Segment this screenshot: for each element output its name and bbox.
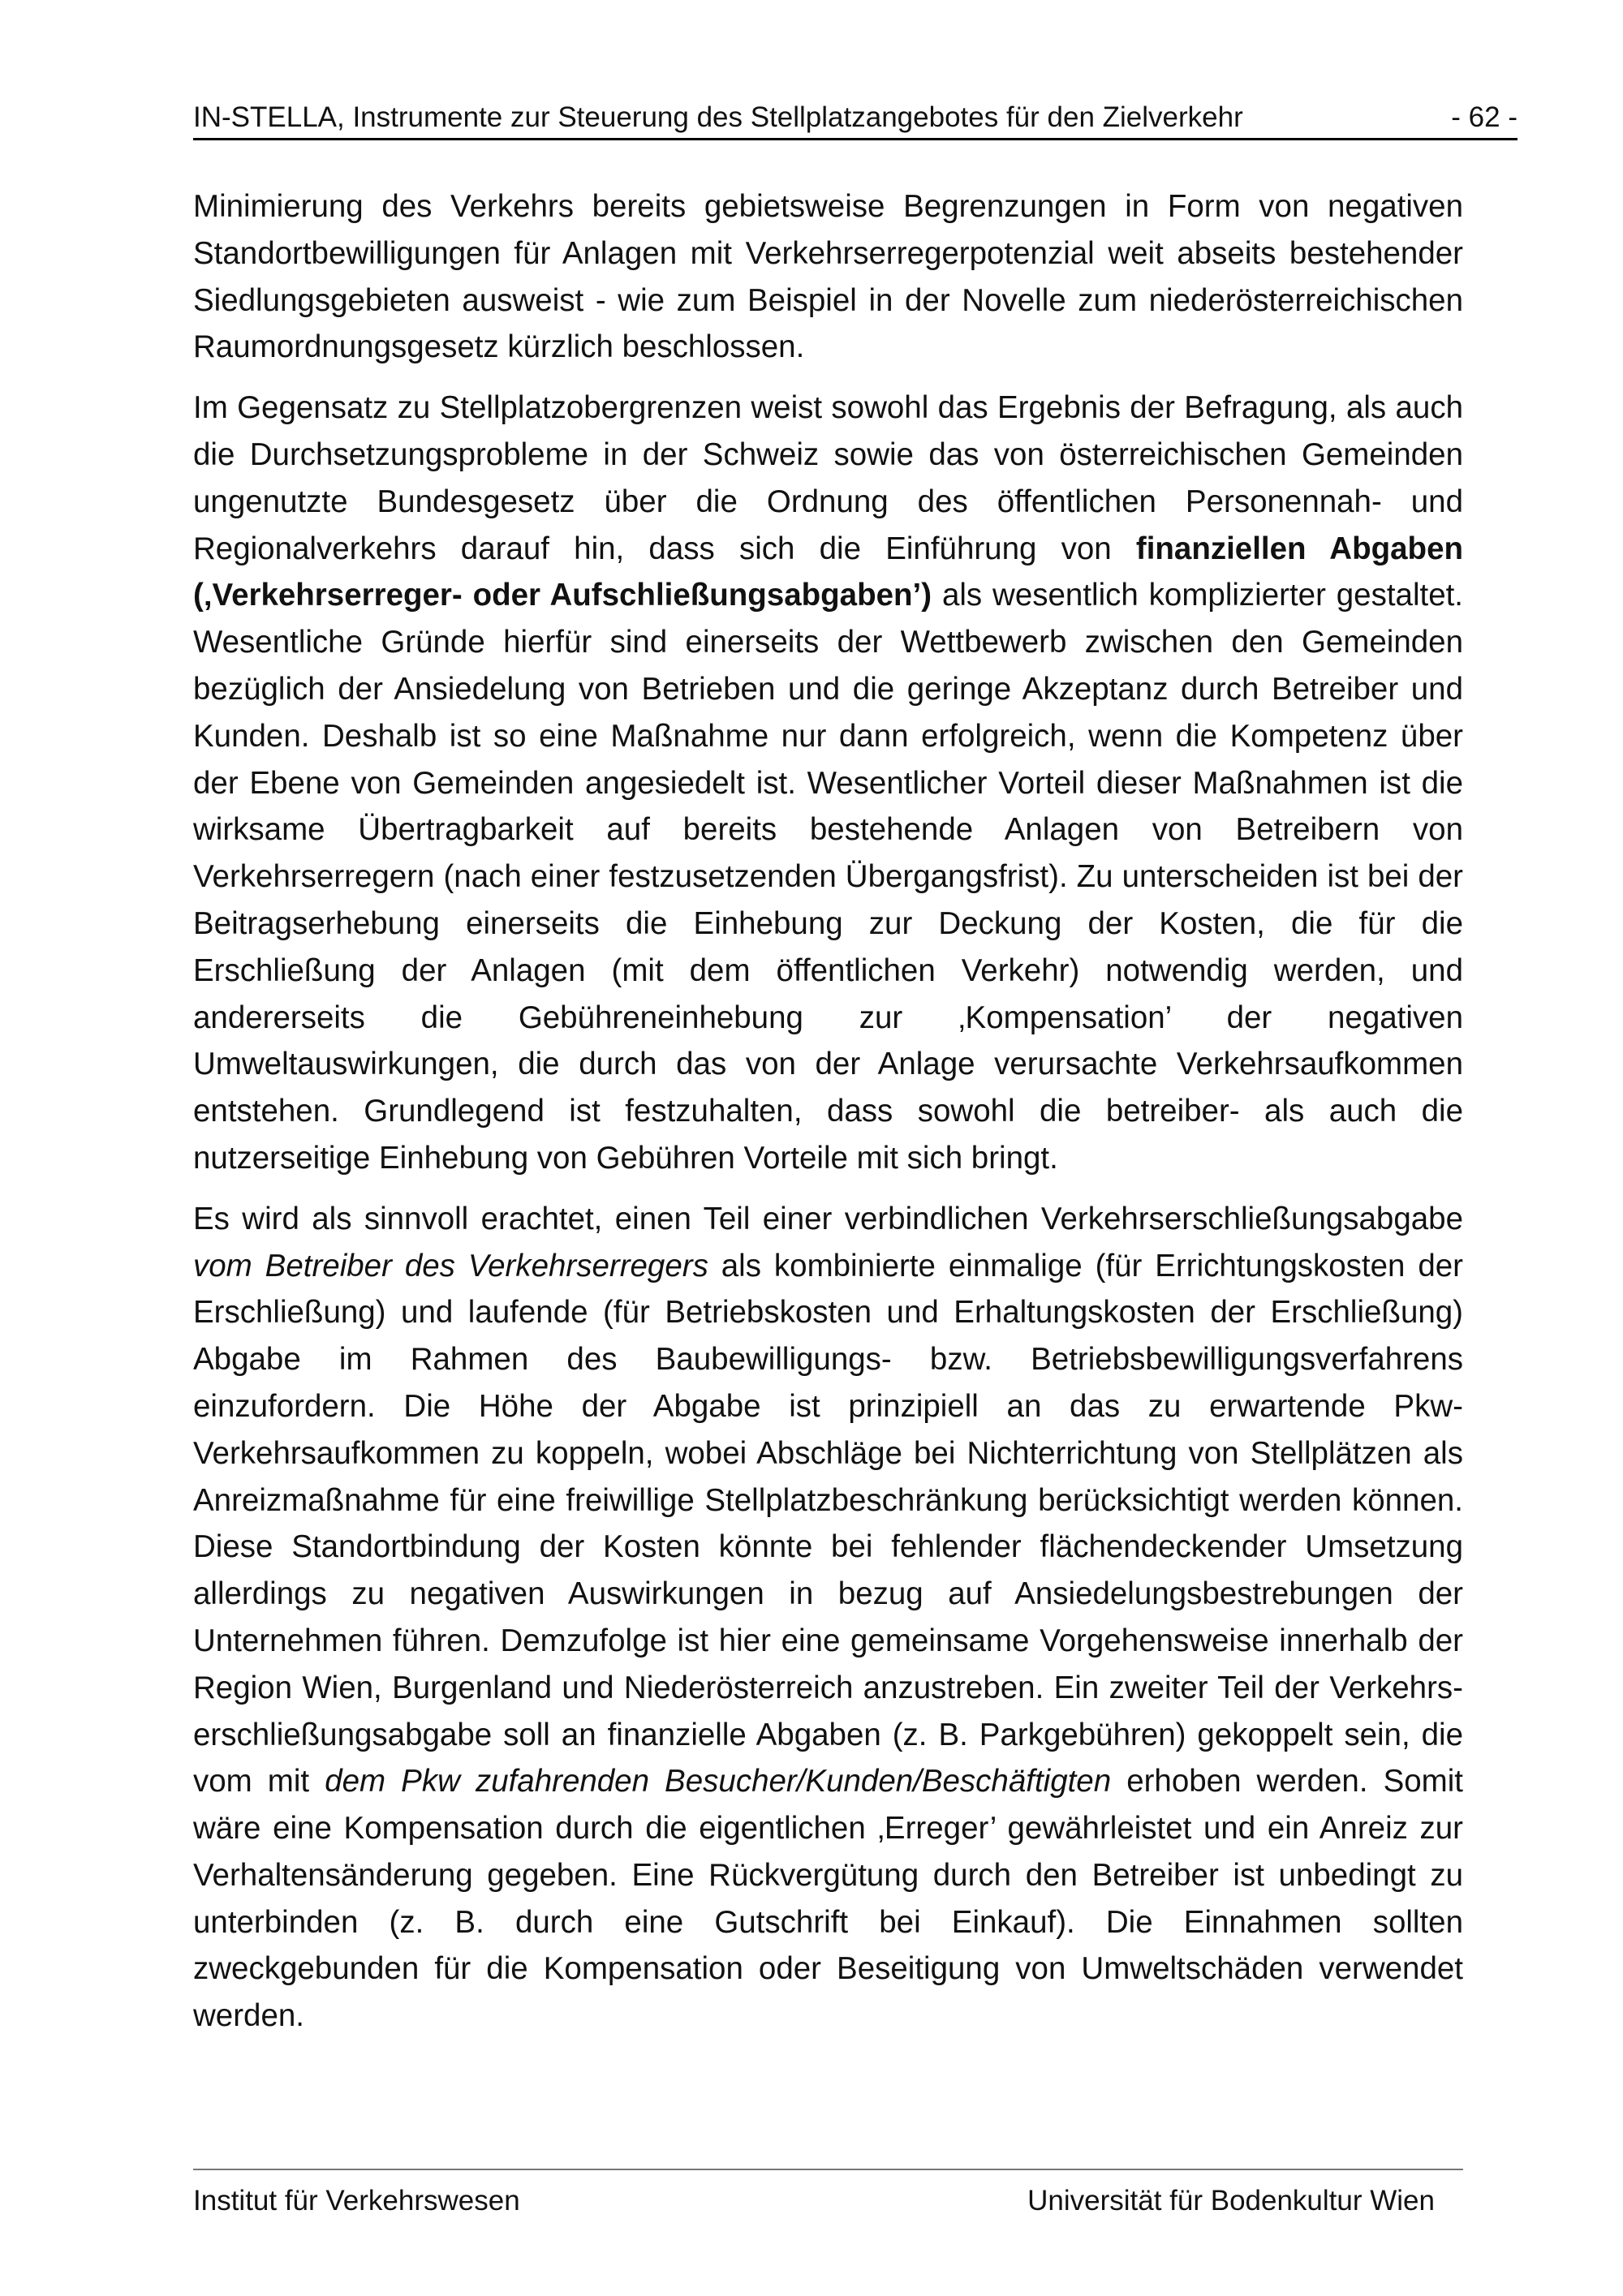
text-run: Es wird als sinnvoll erachtet, einen Teil einer verbindlichen Verkehrserschließungsabgabe bbox=[193, 1201, 1463, 1236]
text-run: erhoben werden. Somit wäre eine Kompensation durch die eigentlichen ‚Erreger’ gewährleistet und ein Anreiz zur Verhaltensänderung gegeben. Eine Rückvergütung durch den Betreiber ist unbedingt zu unterbinden (z. B. durch eine Gutschrift bei Einkauf). Die Einnahmen sollten zweckgebunden für die Kompensation oder Beseitigung von Umweltschäden verwendet werden. bbox=[193, 1764, 1463, 2034]
header-title: IN-STELLA, Instrumente zur Steuerung des Stellplatzangebotes für den Zielverkehr bbox=[193, 101, 1243, 133]
bold-text-run: finanziellen Abgaben (‚Verkehrserreger- oder Aufschließungsabgaben’) bbox=[193, 531, 1464, 613]
page-number: - 62 - bbox=[1451, 101, 1518, 133]
text-run: Minimierung des Verkehrs bereits gebietsweise Begrenzungen in Form von negativen Standortbewilligungen für Anlagen mit Verkehrserregerpotenzial weit abseits bestehender Siedlungsgebieten ausweist - wie zum Beispiel in der Novelle zum niederösterreichischen Raumordnungsgesetz kürzlich beschlossen. bbox=[193, 189, 1463, 365]
footer-university: Universität für Bodenkultur Wien bbox=[1027, 2185, 1435, 2216]
footer-institute: Institut für Verkehrswesen bbox=[193, 2185, 520, 2216]
page-header bbox=[193, 91, 1518, 140]
paragraph bbox=[193, 385, 1463, 1182]
text-run: Im Gegensatz zu Stellplatzobergrenzen weist sowohl das Ergebnis der Befragung, als auch die Durchsetzungsprobleme in der Schweiz sowie das von österreichischen Gemeinden ungenutzte Bundesgesetz über die Ordnung des öffentlichen Personennah- und Regionalverkehrs darauf hin, dass sich die Einführung von bbox=[193, 390, 1463, 566]
text-run: als kombinierte einmalige (für Errichtungskosten der Erschließung) und laufende (für Betriebskosten und Erhaltungskosten der Erschließung) Abgabe im Rahmen des Baubewilligungs- bzw. Betriebsbewilligungsverfahrens einzufordern. Die Höhe der Abgabe ist prinzipiell an das zu erwartende Pkw-Verkehrsaufkommen zu koppeln, wobei Abschläge bei Nichterrichtung von Stellplätzen als Anreizmaßnahme für eine freiwillige Stellplatzbeschränkung berücksichtigt werden können. Diese Standortbindung der Kosten könnte bei fehlender flächendeckender Umsetzung allerdings zu negativen Auswirkungen in bezug auf Ansiedelungsbestrebungen der Unternehmen führen. Demzufolge ist hier eine gemeinsame Vorgehensweise innerhalb der Region Wien, Burgenland und Niederösterreich anzustreben. Ein zweiter Teil der Verkehrserschließungsabgabe soll an finanzielle Abgaben (z. B. Parkgebühren) gekoppelt sein, die vom mit bbox=[193, 1248, 1463, 1799]
footer-divider bbox=[193, 2169, 1463, 2170]
italic-text-run: dem Pkw zufahrenden Besucher/Kunden/Beschäftigten bbox=[325, 1764, 1112, 1799]
italic-text-run: vom Betreiber des Verkehrserregers bbox=[193, 1248, 708, 1283]
paragraph bbox=[193, 183, 1463, 371]
paragraph bbox=[193, 1196, 1463, 2040]
page-footer bbox=[193, 2177, 1435, 2225]
document-body bbox=[193, 183, 1463, 2053]
text-run: als wesentlich komplizierter gestaltet. Wesentliche Gründe hierfür sind einerseits der Wettbewerb zwischen den Gemeinden bezüglich der Ansiedelung von Betrieben und die geringe Akzeptanz durch Betreiber und Kunden. Deshalb ist so eine Maßnahme nur dann erfolgreich, wenn die Kompetenz über der Ebene von Gemeinden angesiedelt ist. Wesentlicher Vorteil dieser Maßnahmen ist die wirksame Übertragbarkeit auf bereits bestehende Anlagen von Betreibern von Verkehrserregern (nach einer festzusetzenden Übergangsfrist). Zu unterscheiden ist bei der Beitragserhebung einerseits die Einhebung zur Deckung der Kosten, die für die Erschließung der Anlagen (mit dem öffentlichen Verkehr) notwendig werden, und andererseits die Gebühreneinhebung zur ‚Kompensation’ der negativen Umweltauswirkungen, die durch das von der Anlage verursachte Verkehrsaufkommen entstehen. Grundlegend ist festzuhalten, dass sowohl die betreiber- als auch die nutzerseitige Einhebung von Gebühren Vorteile mit sich bringt. bbox=[193, 578, 1463, 1176]
